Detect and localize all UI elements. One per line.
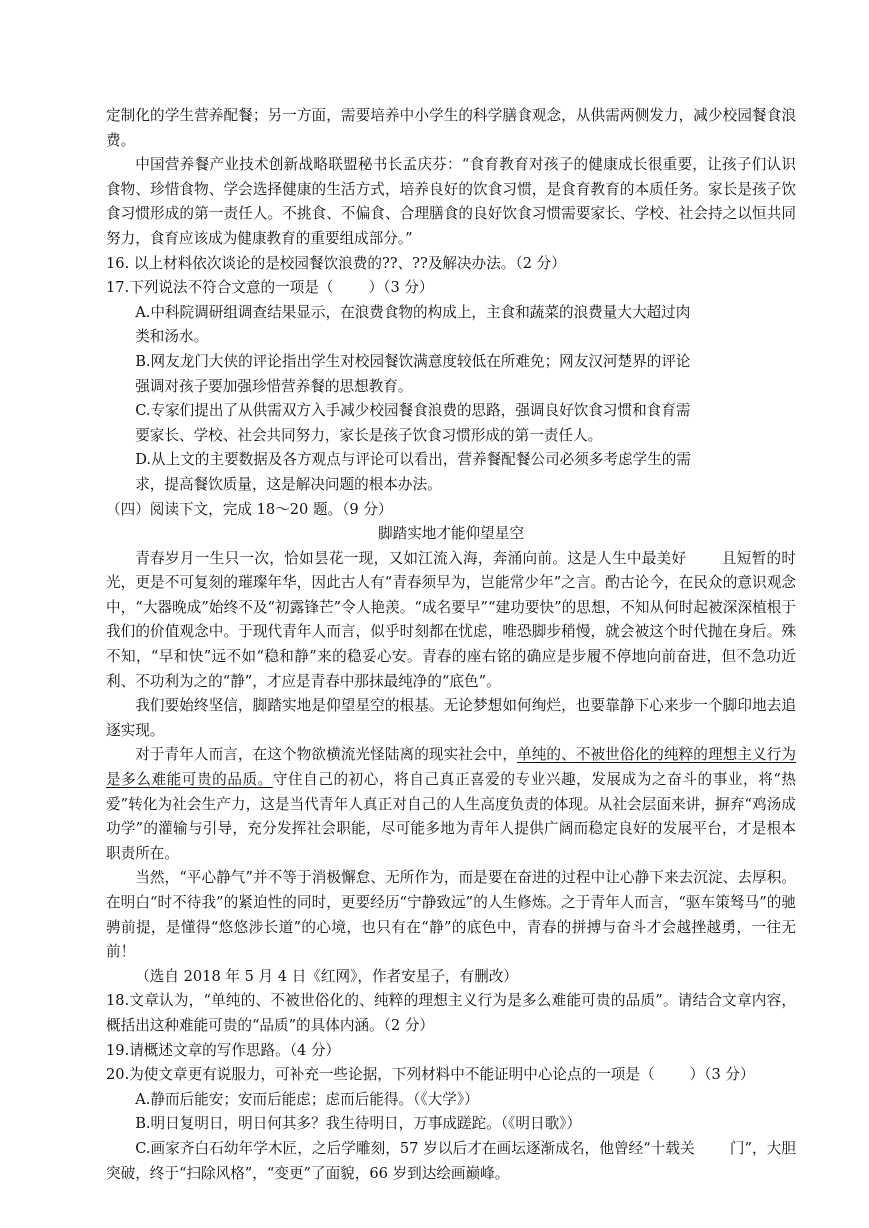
- option-line: 求，提高餐饮质量，这是解决问题的根本办法。: [135, 475, 442, 493]
- question-19: 19.请概述文章的写作思路。（4 分）: [106, 1041, 341, 1059]
- underlined-sentence: 单纯的、不被世俗化的纯粹的理想主义行为是多么难能可贵的品质。: [106, 746, 796, 789]
- article-paragraph-1-a: 青春岁月一生只一次，恰如昙花一现，又如江流入海，奔涌向前。这是人生中最美好: [135, 549, 687, 567]
- option-line: A.中科院调研组调查结果显示，在浪费食物的构成上，主食和蔬菜的浪费量大大超过肉: [135, 303, 691, 321]
- question-20-points: ）（3 分）: [689, 1066, 755, 1084]
- question-17-stem: [106, 276, 796, 301]
- question-17-option-a: [106, 301, 725, 350]
- option-line: 类和汤水。: [135, 328, 209, 346]
- article-paragraph-3: [106, 743, 796, 866]
- option-c-part-a: C.画家齐白石幼年学木匠，之后学雕刻，57 岁以后才在画坛逐渐成名，他曾经“十载关: [135, 1139, 695, 1157]
- option-line: 强调对孩子要加强珍惜营养餐的思想教育。: [135, 377, 413, 395]
- article-paragraph-1-b: 且短暂的时光，更是不可复刻的璀璨年华，因此古人有“青春须早为，岂能常少年”之言。酌古论今，在民众的意识观念中，“大器晚成”始终不及“初露锋芒”令人艳羡。“成名要早”“建功要快”的思想，不知从何时起被深深植根于我们的价值观念中。于现代青年人而言，似乎时刻都在忧虑，唯恐脚步稍慢，就会被这个时代抛在身后。殊不知，“早和快”远不如“稳和静”来的稳妥心安。青春的座右铭的确应是步履不停地向前奋进，但不急功近利、不功利为之的“静”，才应是青春中那抹最纯净的“底色”。: [106, 549, 796, 690]
- question-17-option-c: [106, 399, 725, 448]
- question-17-option-d: [106, 448, 725, 497]
- question-17-stem-text: 17.下列说法不符合文意的一项是（: [106, 279, 334, 297]
- intro-paragraph-2: 中国营养餐产业技术创新战略联盟秘书长孟庆芬：“食育教育对孩子的健康成长很重要，让孩子们认识食物、珍惜食物、学会选择健康的生活方式，培养良好的饮食习惯，是食育教育的本质任务。家长是孩子饮食习惯形成的第一责任人。不挑食、不偏食、合理膳食的良好饮食习惯需要家长、学校、社会持之以恒共同努力，食育应该成为健康教育的重要组成部分。”: [106, 156, 796, 247]
- question-17-option-b: [106, 350, 725, 399]
- article-paragraph-4: 当然，“平心静气”并不等于消极懈怠、无所作为，而是要在奋进的过程中让心静下来去沉淀、去厚积。在明白“时不待我”的紧迫性的同时，更要经历“宁静致远”的人生修炼。之于青年人而言，“驱车策驽马”的驰骋前提，是懂得“悠悠涉长道”的心境，也只有在“静”的底色中，青春的拼搏与奋斗才会越挫越勇，一往无前！: [106, 869, 796, 961]
- article-paragraph-1: [106, 547, 796, 695]
- option-line: D.从上文的主要数据及各方观点与评论可以看出，营养餐配餐公司必须多考虑学生的需: [135, 451, 691, 469]
- article-paragraph-2: 我们要始终坚信，脚踏实地是仰望星空的根基。无论梦想如何绚烂，也要靠静下心来步一个脚印地去追逐实现。: [106, 697, 796, 739]
- option-c-part-b: 门”，大胆突破，终于“扫除风格”，“变更”了面貌，66 岁到达绘画巅峰。: [106, 1139, 796, 1182]
- option-line: B.网友龙门大侠的评论指出学生对校园餐饮满意度较低在所难免；网友汉河楚界的评论: [135, 352, 691, 370]
- question-20-option-a: A.静而后能安；安而后能虑；虑而后能得。（《大学》）: [135, 1090, 479, 1108]
- question-18: 18.文章认为，“单纯的、不被世俗化的、纯粹的理想主义行为是多么难能可贵的品质”。请结合文章内容，概括出这种难能可贵的“品质”的具体内涵。（2 分）: [106, 992, 796, 1034]
- intro-paragraph-1: 定制化的学生营养配餐；另一方面，需要培养中小学生的科学膳食观念，从供需两侧发力，减少校园餐食浪费。: [106, 107, 796, 149]
- question-20-option-c: [106, 1137, 796, 1186]
- question-20-stem: [106, 1063, 796, 1088]
- exam-page: [106, 104, 796, 1186]
- question-16: 16. 以上材料依次谈论的是校园餐饮浪费的??、??及解决办法。（2 分）: [106, 254, 566, 272]
- question-20-option-b: B.明日复明日，明日何其多？我生待明日，万事成蹉跎。（《明日歌》）: [135, 1115, 582, 1133]
- option-line: C.专家们提出了从供需双方入手减少校园餐食浪费的思路，强调良好饮食习惯和食育需: [135, 402, 691, 420]
- section-4-heading: （四）阅读下文，完成 18～20 题。（9 分）: [106, 500, 393, 518]
- article-source: （选自 2018 年 5 月 4 日《红网》，作者安星子，有删改）: [135, 967, 518, 985]
- article-title: 脚踏实地才能仰望星空: [378, 525, 524, 543]
- article-paragraph-3-b: 守住自己的初心，将自己真正喜爱的专业兴趣，发展成为之奋斗的事业，将“热爱”转化为社会生产力，这是当代青年人真正对自己的人生高度负责的体现。从社会层面来讲，摒弃“鸡汤成功学”的灌输与引导，充分发挥社会职能，尽可能多地为青年人提供广阔而稳定良好的发展平台，才是根本职责所在。: [106, 771, 796, 862]
- question-20-stem-text: 20.为使文章更有说服力，可补充一些论据，下列材料中不能证明中心论点的一项是（: [106, 1066, 655, 1084]
- question-17-points: ）（3 分）: [368, 279, 434, 297]
- article-paragraph-3-a: 对于青年人而言，在这个物欲横流光怪陆离的现实社会中，: [135, 746, 518, 764]
- option-line: 要家长、学校、社会共同努力，家长是孩子饮食习惯形成的第一责任人。: [135, 426, 603, 444]
